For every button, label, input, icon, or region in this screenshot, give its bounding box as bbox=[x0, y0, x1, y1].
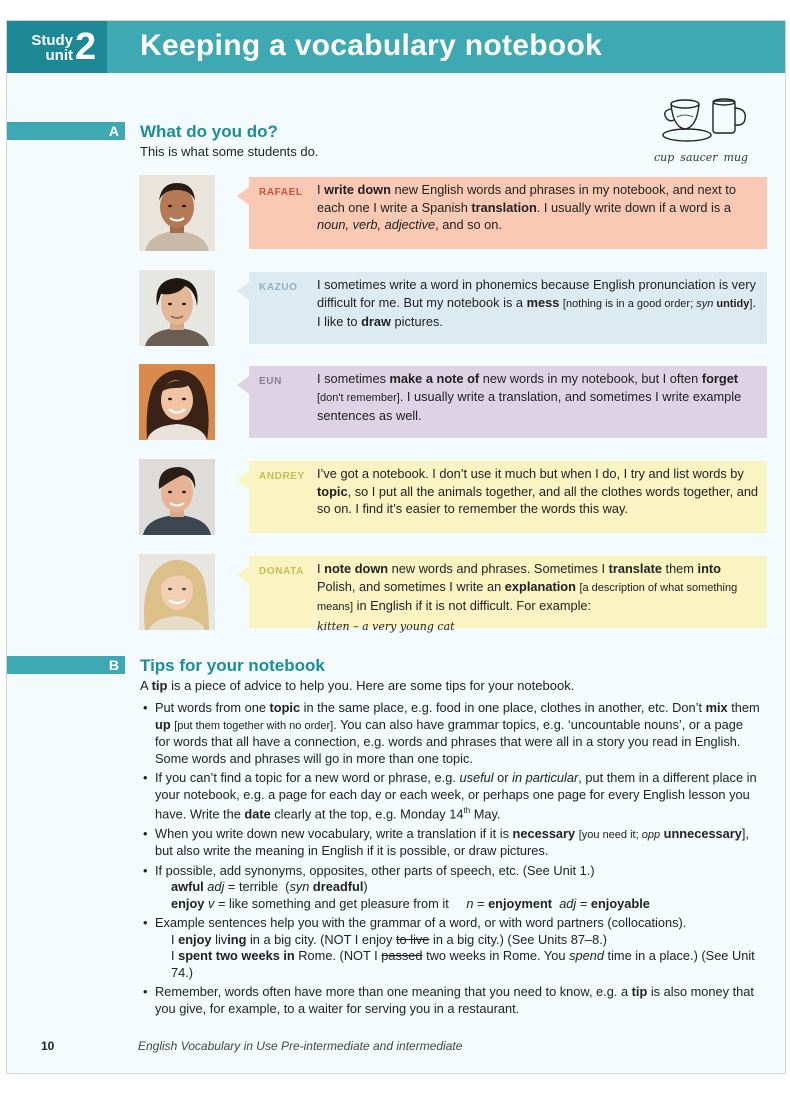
student-name: KAZUO bbox=[259, 282, 298, 293]
study-unit-label: Study unit bbox=[31, 32, 73, 64]
tip-item: • When you write down new vocabulary, write a translation if it is necessary [you need it; opp unnecessary], but also write the meaning in English if it is possible, or draw pictures. bbox=[141, 826, 761, 860]
textbook-page bbox=[6, 20, 786, 1074]
tip-item: • Example sentences help you with the grammar of a word, or with word partners (collocations). I enjoy living in a big city. (NOT I enjoy to live in a big city.) (See Units 87–8.) I spent two weeks in Rome. (NOT I passed two weeks in Rome. You spend time in a place.) (See Unit 74.) bbox=[141, 915, 761, 981]
andrey-statement: I’ve got a notebook. I don’t use it much but when I do, I try and list words by topic, so I put all the animals together, and all the clothes words together, and so on. I find it’s easier to remember the words this way. bbox=[317, 466, 759, 516]
section-b-letter: B bbox=[108, 657, 119, 673]
tip-item: • If possible, add synonyms, opposites, other parts of speech, etc. (See Unit 1.) awful adj = terrible (syn dreadful) enjoy v = like something and get pleasure from it n = enjoyment adj = enjoyable bbox=[141, 863, 761, 913]
illustration-labels bbox=[654, 151, 754, 164]
tip-item: • Remember, words often have more than one meaning that you need to know, e.g. a tip is also money that you give, for example, to a waiter for serving you in a restaurant. bbox=[141, 984, 761, 1017]
section-a-letter: A bbox=[108, 123, 119, 139]
andrey-portrait bbox=[139, 459, 215, 535]
kazuo-speech-bubble bbox=[249, 272, 767, 344]
donata-speech-bubble bbox=[249, 556, 767, 633]
student-donata bbox=[139, 554, 765, 633]
section-a-title: What do you do? bbox=[140, 122, 278, 141]
tip-item: • If you can’t find a topic for a new word or phrase, e.g. useful or in particular, put them in a different place in your notebook, e.g. a page for each day or each week, or perhaps one page for every English lesson you have. Write the date clearly at the top, e.g. Monday 14th May. bbox=[141, 770, 761, 823]
kazuo-portrait bbox=[139, 270, 215, 346]
tip-item: • Put words from one topic in the same place, e.g. food in one place, clothes in another, etc. Don’t mix them up [put them together with no order]. You can also have grammar topics, e.g. ‘uncountable nouns’, or a page for words that all have a connection, e.g. words and phrases that were all in a story you read in English. Some words and phrases will go in more than one topic. bbox=[141, 700, 761, 767]
tips-list bbox=[141, 700, 761, 1020]
student-kazuo bbox=[139, 270, 765, 346]
student-andrey bbox=[139, 459, 765, 535]
student-rafael bbox=[139, 175, 765, 251]
eun-statement: I sometimes make a note of new words in my notebook, but I often forget [don't remember]. I usually write a translation, and sometimes I write example sentences as well. bbox=[317, 371, 742, 423]
donata-statement: I note down new words and phrases. Sometimes I translate them into Polish, and sometimes I write an explanation [a description of what something means] in English if it is not difficult. For example: kitten – a very young cat bbox=[317, 561, 738, 633]
student-name: EUN bbox=[259, 376, 282, 387]
section-b-bar bbox=[7, 656, 125, 674]
donata-portrait bbox=[139, 554, 215, 630]
kazuo-statement: I sometimes write a word in phonemics because English pronunciation is very difficult for me. But my notebook is a mess [nothing is in a good order; syn untidy]. I like to draw pictures. bbox=[317, 277, 757, 329]
mug-label: mug bbox=[723, 151, 749, 164]
andrey-speech-bubble bbox=[249, 461, 767, 533]
student-name: DONATA bbox=[259, 566, 304, 577]
saucer-label: saucer bbox=[680, 151, 718, 164]
student-eun bbox=[139, 364, 765, 440]
section-a-subtitle: This is what some students do. bbox=[140, 144, 319, 159]
student-name: ANDREY bbox=[259, 471, 305, 482]
unit-number: 2 bbox=[75, 26, 97, 68]
rafael-speech-bubble bbox=[249, 177, 767, 249]
section-a-bar bbox=[7, 122, 125, 140]
rafael-statement: I write down new English words and phrases in my notebook, and next to each one I write a Spanish translation. I usually write down if a word is a noun, verb, adjective, and so on. bbox=[317, 182, 736, 232]
cup-label: cup bbox=[654, 151, 675, 164]
rafael-portrait bbox=[139, 175, 215, 251]
study-unit-badge bbox=[7, 21, 107, 73]
book-title: English Vocabulary in Use Pre-intermediate and intermediate bbox=[138, 1039, 463, 1053]
eun-portrait bbox=[139, 364, 215, 440]
page-title: Keeping a vocabulary notebook bbox=[140, 29, 603, 62]
student-name: RAFAEL bbox=[259, 187, 303, 198]
section-b-title: Tips for your notebook bbox=[140, 656, 325, 675]
tips-intro: A tip is a piece of advice to help you. Here are some tips for your notebook. bbox=[140, 678, 575, 693]
page-number: 10 bbox=[41, 1039, 55, 1053]
page-header bbox=[7, 21, 785, 73]
eun-speech-bubble bbox=[249, 366, 767, 438]
